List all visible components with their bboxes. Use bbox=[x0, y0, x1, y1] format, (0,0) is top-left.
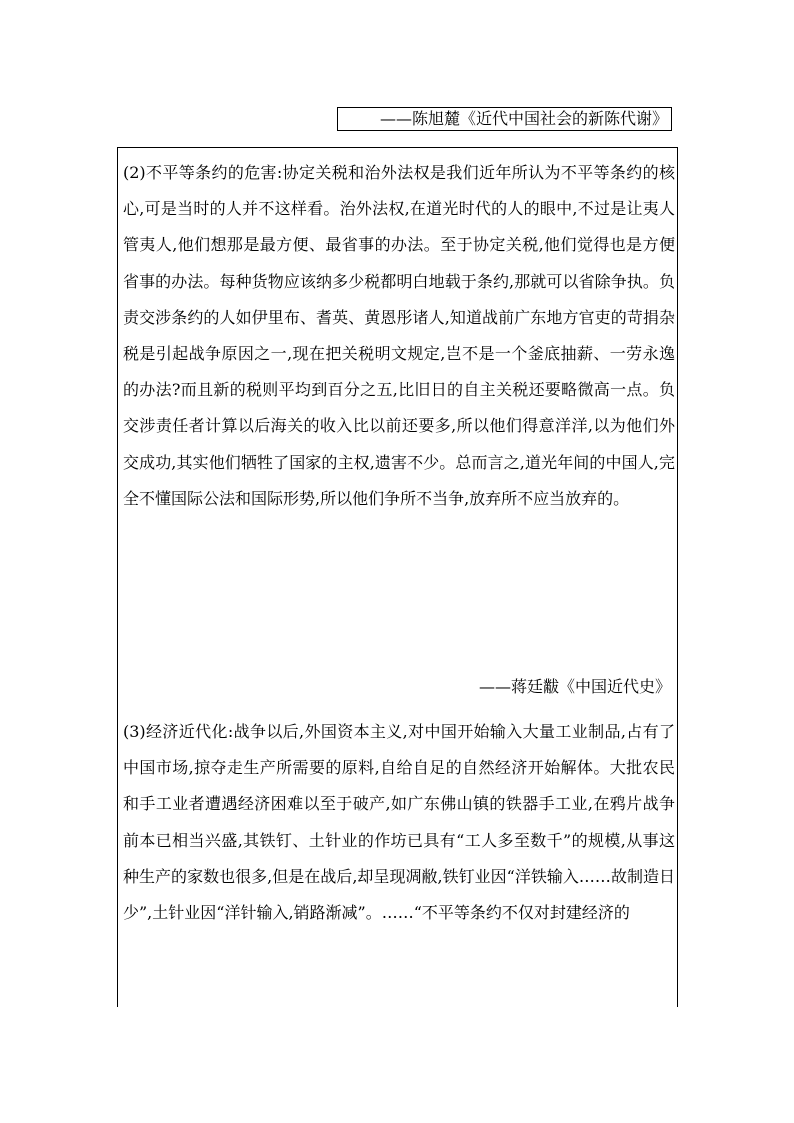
top-attribution: ——陈旭麓《近代中国社会的新陈代谢》 bbox=[337, 107, 672, 131]
excerpt-box bbox=[117, 147, 678, 1007]
section-2-paragraph: (2)不平等条约的危害:协定关税和治外法权是我们近年所认为不平等条约的核心,可是当时的人并不这样看。治外法权,在道光时代的人的眼中,不过是让夷人管夷人,他们想那是最方便、最省事的办法。至于协定关税,他们觉得也是方便省事的办法。每种货物应该纳多少税都明白地载于条约,那就可以省除争执。负责交涉条约的人如伊里布、耆英、黄恩彤诸人,知道战前广东地方官吏的苛捐杂税是引起战争原因之一,现在把关税明文规定,岂不是一个釜底抽薪、一劳永逸的办法?而且新的税则平均到百分之五,比旧日的自主关税还要略微高一点。负交涉责任者计算以后海关的收入比以前还要多,所以他们得意洋洋,以为他们外交成功,其实他们牺牲了国家的主权,遗害不少。总而言之,道光年间的中国人,完全不懂国际公法和国际形势,所以他们争所不当争,放弃所不应当放弃的。 bbox=[123, 163, 675, 508]
section-3-paragraph: (3)经济近代化:战争以后,外国资本主义,对中国开始输入大量工业制品,占有了中国市场,掠夺走生产所需要的原料,自给自足的自然经济开始解体。大批农民和手工业者遭遇经济困难以至于破产,如广东佛山镇的铁器手工业,在鸦片战争前本已相当兴盛,其铁钉、土针业的作坊已具有“工人多至数千”的规模,从事这种生产的家数也很多,但是在战后,却呈现凋敝,铁钉业因“洋铁输入……故制造日少”,土针业因“洋针输入,销路渐减”。……“不平等条约不仅对封建经济的 bbox=[123, 722, 675, 923]
section-2-citation: ——蒋廷黻《中国近代史》 bbox=[478, 677, 671, 696]
